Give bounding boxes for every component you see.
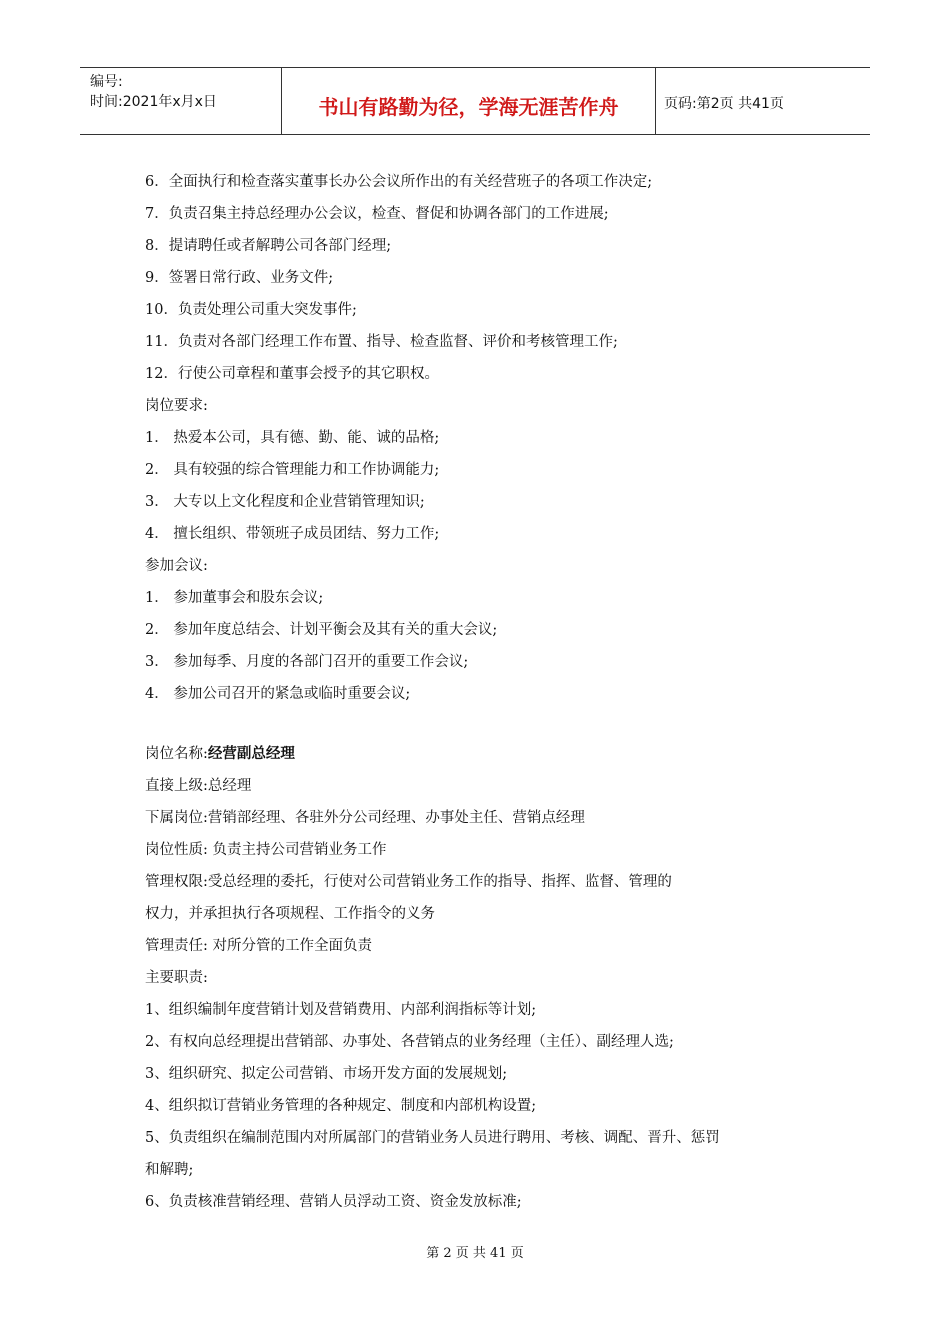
- document-date-label: 时间:2021年x月x日: [90, 94, 217, 110]
- page-footer: 第 2 页 共 41 页: [426, 1246, 524, 1261]
- text-line: 7．负责召集主持总经理办公会议，检查、督促和协调各部门的工作进展;: [145, 206, 609, 222]
- document-body: [145, 166, 825, 1218]
- position-title-line: [145, 738, 825, 770]
- text-line: 管理责任: 对所分管的工作全面负责: [145, 938, 372, 954]
- text-line: 2、有权向总经理提出营销部、办事处、各营销点的业务经理（主任）、副经理人选;: [145, 1034, 674, 1050]
- text-line: 5、负责组织在编制范围内对所属部门的营销业务人员进行聘用、考核、调配、晋升、惩罚: [145, 1130, 720, 1146]
- text-line: 2． 参加年度总结会、计划平衡会及其有关的重大会议;: [145, 622, 498, 638]
- text-line: 10．负责处理公司重大突发事件;: [145, 302, 357, 318]
- position-name: 经营副总经理: [207, 745, 295, 762]
- section-deputy-manager-duties: [145, 770, 825, 1218]
- document-number-label: 编号:: [90, 74, 123, 90]
- text-line: 3． 大专以上文化程度和企业营销管理知识;: [145, 494, 425, 510]
- text-line: 6．全面执行和检查落实董事长办公会议所作出的有关经营班子的各项工作决定;: [145, 174, 653, 190]
- text-line: 1． 参加董事会和股东会议;: [145, 590, 324, 606]
- text-line: 主要职责:: [145, 970, 208, 986]
- text-line: 管理权限:受总经理的委托，行使对公司营销业务工作的指导、指挥、监督、管理的: [145, 874, 672, 890]
- text-line: 3、组织研究、拟定公司营销、市场开发方面的发展规划;: [145, 1066, 508, 1082]
- text-line: 1、组织编制年度营销计划及营销费用、内部利润指标等计划;: [145, 1002, 537, 1018]
- text-line: 11．负责对各部门经理工作布置、指导、检查监督、评价和考核管理工作;: [145, 334, 618, 350]
- header-motto: 书山有路勤为径，学海无涯苦作舟: [282, 68, 656, 134]
- text-line: 2． 具有较强的综合管理能力和工作协调能力;: [145, 462, 440, 478]
- text-line: 和解聘;: [145, 1162, 194, 1178]
- text-line: 参加会议:: [145, 558, 208, 574]
- header-meta: [80, 68, 282, 134]
- text-line: 8．提请聘任或者解聘公司各部门经理;: [145, 238, 392, 254]
- section-gap: [145, 710, 825, 738]
- text-line: 1． 热爱本公司，具有德、勤、能、诚的品格;: [145, 430, 440, 446]
- text-line: 9．签署日常行政、业务文件;: [145, 270, 334, 286]
- text-line: 3． 参加每季、月度的各部门召开的重要工作会议;: [145, 654, 469, 670]
- text-line: 权力，并承担执行各项规程、工作指令的义务: [145, 906, 435, 922]
- text-line: 4． 参加公司召开的紧急或临时重要会议;: [145, 686, 411, 702]
- text-line: 4、组织拟订营销业务管理的各种规定、制度和内部机构设置;: [145, 1098, 537, 1114]
- header-page-info: 页码:第2页 共41页: [664, 96, 784, 112]
- text-line: 岗位性质: 负责主持公司营销业务工作: [145, 842, 387, 858]
- text-line: 下属岗位:营销部经理、各驻外分公司经理、办事处主任、营销点经理: [145, 810, 585, 826]
- position-label: 岗位名称:: [145, 746, 208, 762]
- text-line: 直接上级:总经理: [145, 778, 252, 794]
- text-line: 4． 擅长组织、带领班子成员团结、努力工作;: [145, 526, 440, 542]
- text-line: 6、负责核准营销经理、营销人员浮动工资、资金发放标准;: [145, 1194, 522, 1210]
- page-header: [80, 67, 870, 135]
- section-general-manager-duties: [145, 166, 825, 710]
- text-line: 岗位要求:: [145, 398, 208, 414]
- text-line: 12．行使公司章程和董事会授予的其它职权。: [145, 366, 439, 382]
